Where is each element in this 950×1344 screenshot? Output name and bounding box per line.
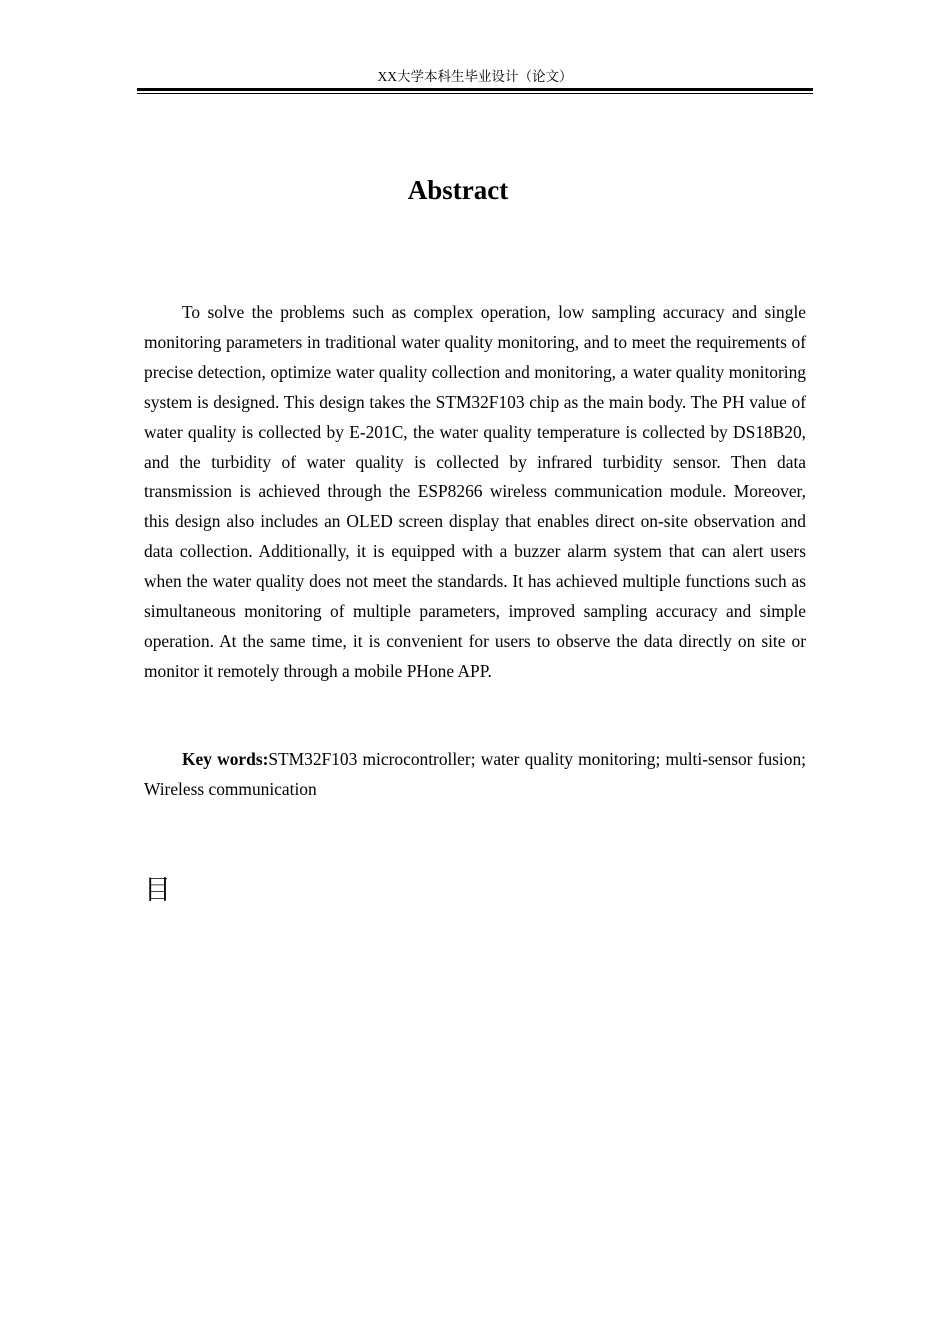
- abstract-body: To solve the problems such as complex operation, low sampling accuracy and single monitoring parameters in traditional water quality monitoring, and to meet the requirements of precise detection, optimize water quality collection and monitoring, a water quality monitoring system is designed. This design takes the STM32F103 chip as the main body. The PH value of water quality is collected by E-201C, the water quality temperature is collected by DS18B20, and the turbidity of water quality is collected by infrared turbidity sensor. Then data transmission is achieved through the ESP8266 wireless communication module. Moreover, this design also includes an OLED screen display that enables direct on-site observation and data collection. Additionally, it is equipped with a buzzer alarm system that can alert users when the water quality does not meet the standards. It has achieved multiple functions such as simultaneous monitoring of multiple parameters, improved sampling accuracy and simple operation. At the same time, it is convenient for users to observe the data directly on site or monitor it remotely through a mobile PHone APP.: [144, 302, 806, 681]
- page-header: XX大学本科生毕业设计（论文）: [377, 69, 573, 84]
- keywords-label: Key words:: [182, 749, 269, 769]
- abstract-title: Abstract: [407, 175, 509, 205]
- toc-heading: 目: [144, 875, 171, 906]
- header-rule: [137, 88, 813, 94]
- keywords-paragraph: [144, 745, 806, 805]
- keywords-text: STM32F103 microcontroller; water quality monitoring; multi-sensor fusion; Wireless communication: [144, 749, 806, 799]
